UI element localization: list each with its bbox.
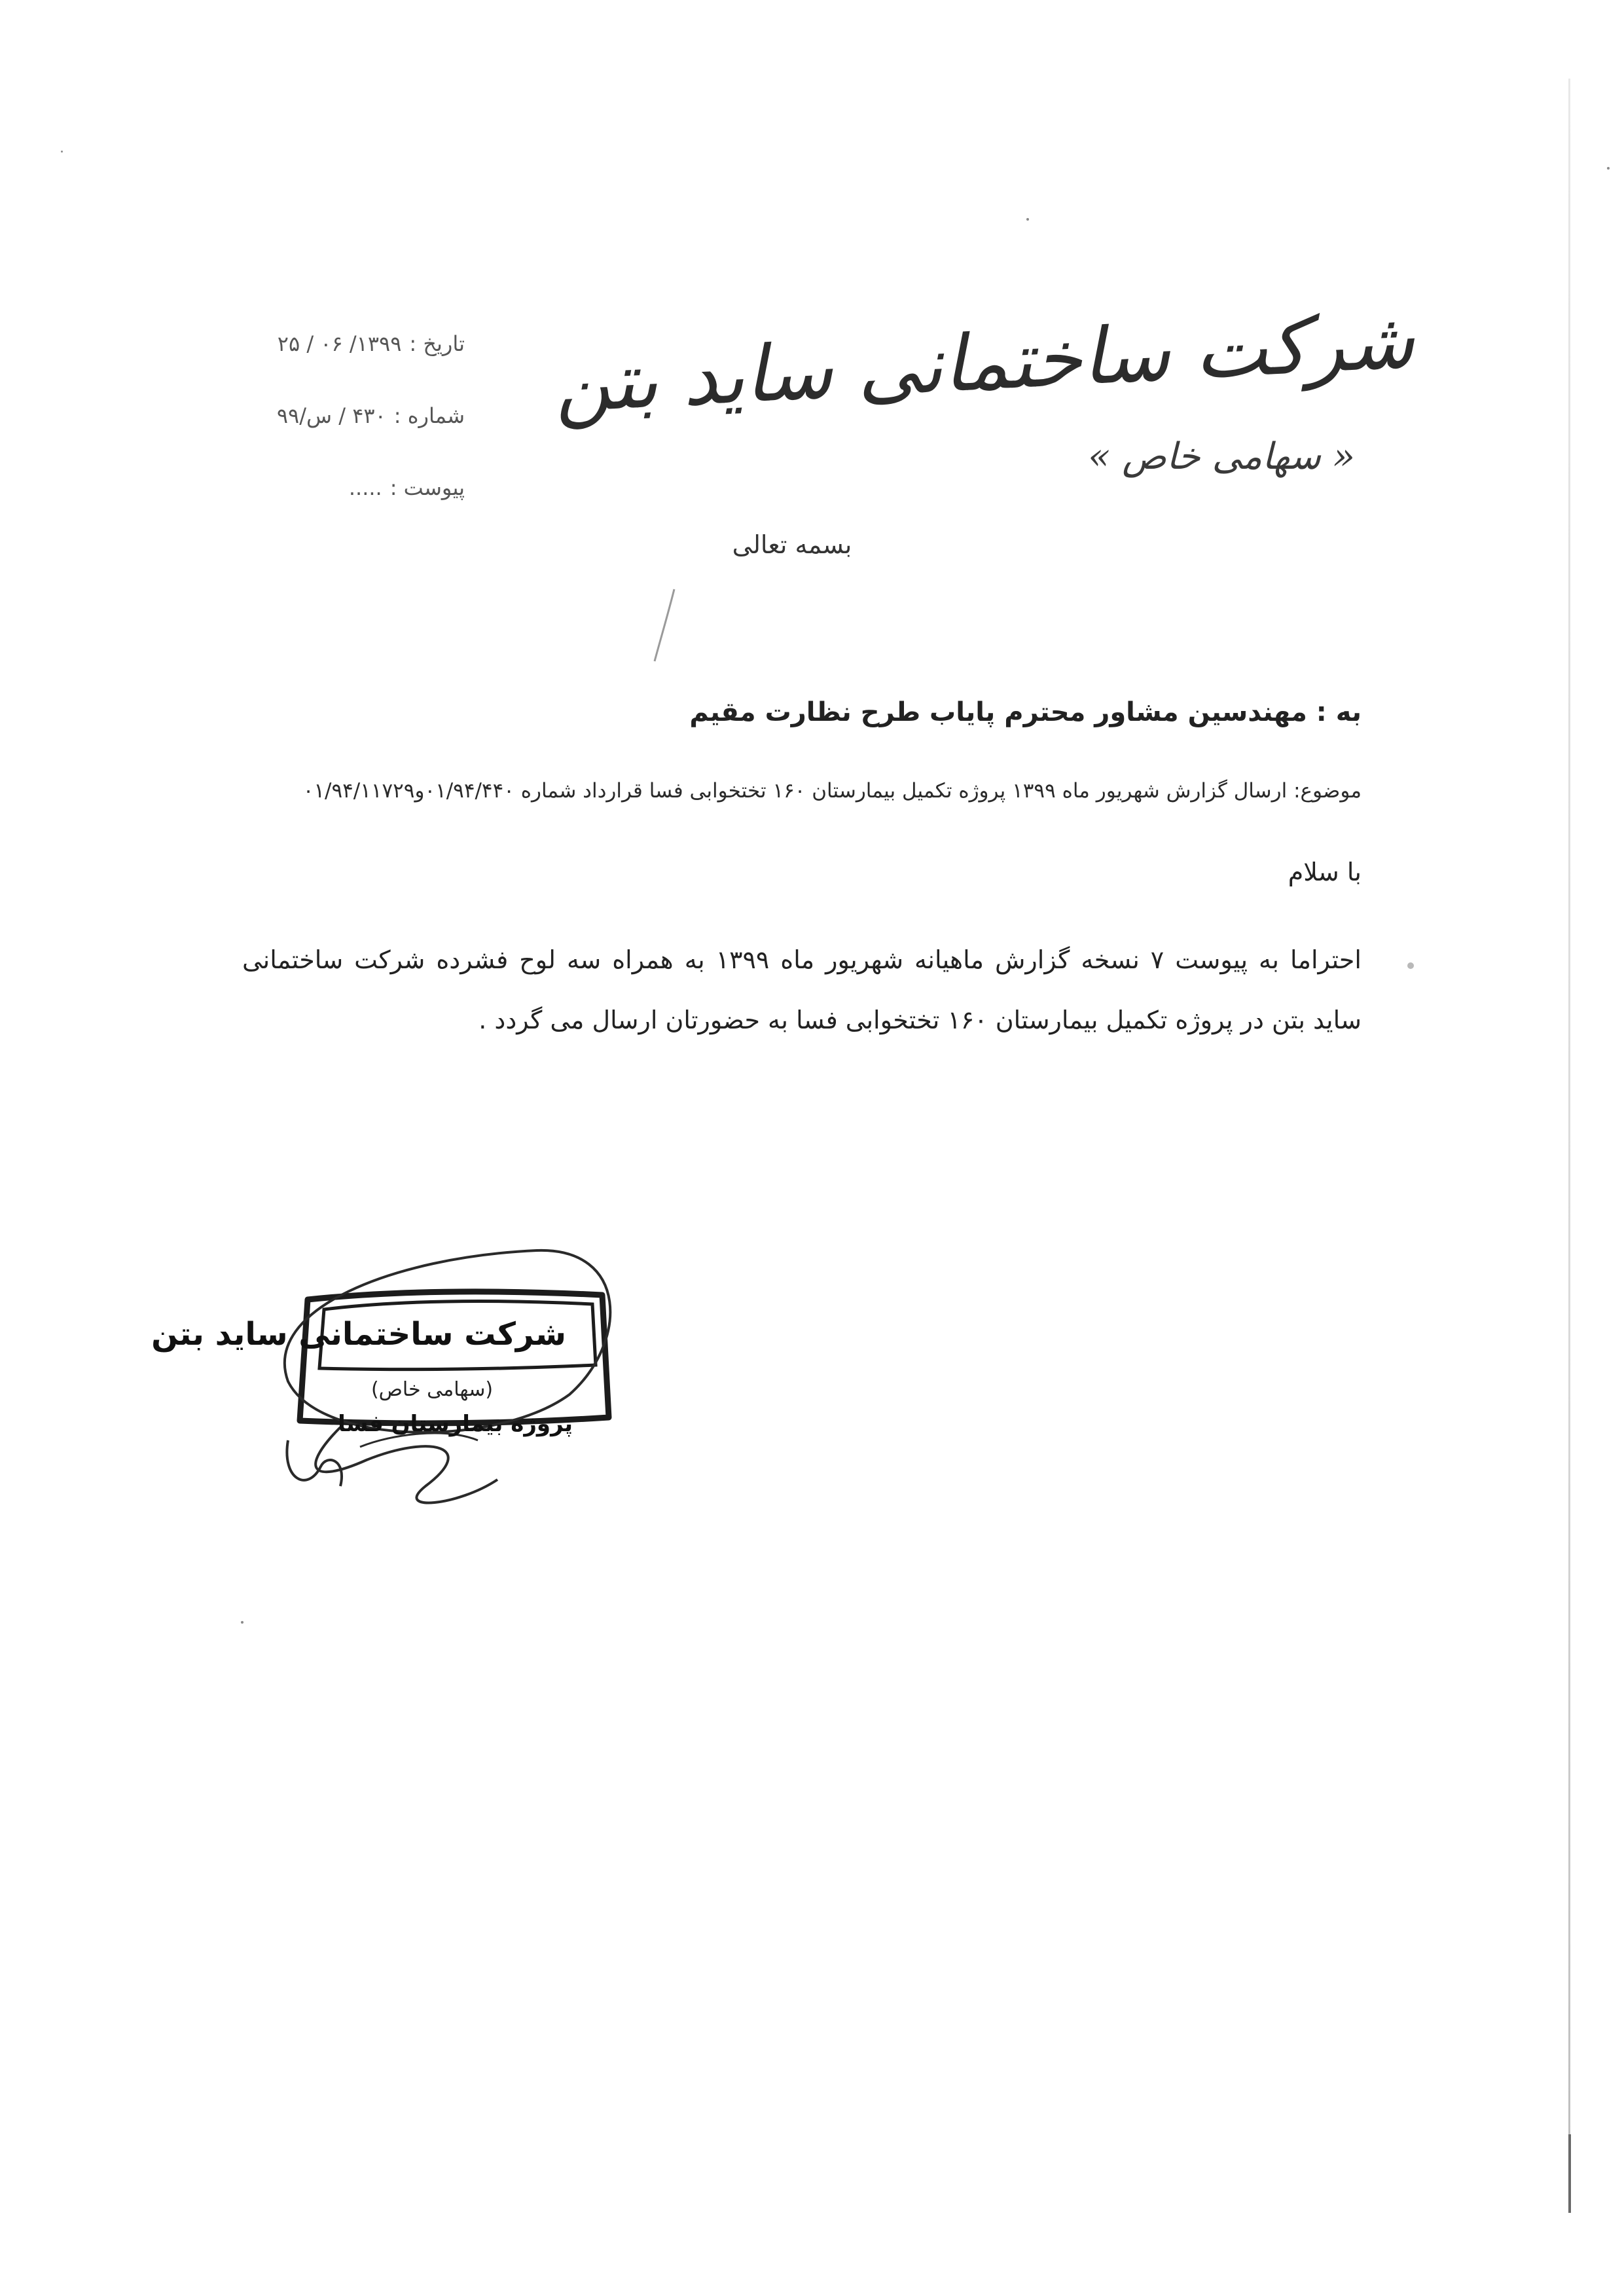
number-row [249, 380, 465, 452]
date-label: تاریخ : [409, 331, 465, 356]
stamp-project: پروژه بیمارستان فسا [338, 1411, 573, 1437]
scan-speck [241, 1621, 244, 1624]
greeting: با سلام [1288, 858, 1362, 886]
number-value: ۴۳۰ / س/۹۹ [276, 403, 386, 428]
company-name-logo: شرکت ساختمانی ساید بتن [552, 295, 1416, 430]
scan-speck [1407, 962, 1414, 969]
date-row [249, 308, 465, 380]
scan-edge-line [1568, 79, 1570, 2200]
scan-speck [1607, 167, 1610, 170]
attachment-value: ..... [348, 475, 382, 500]
attachment-label: پیوست : [389, 475, 465, 500]
scan-edge-shadow [1568, 2134, 1571, 2213]
recipient-line: به : مهندسین مشاور محترم پایاب طرح نظارت مقیم [689, 697, 1362, 727]
letter-body: احتراما به پیوست ۷ نسخه گزارش ماهیانه شهریور ماه ۱۳۹۹ به همراه سه لوح فشرده شرکت ساختمانی ساید بتن در پروژه تکمیل بیمارستان ۱۶۰ تختخوابی فسا به حضورتان ارسال می گردد . [242, 945, 1362, 1034]
subject-line: موضوع: ارسال گزارش شهریور ماه ۱۳۹۹ پروژه تکمیل بیمارستان ۱۶۰ تختخوابی فسا قرارداد شماره ۰۱/۹۴/۴۴۰و۰۱/۹۴/۱۱۷۲۹ [302, 779, 1362, 803]
stamp-company-type: (سهامی خاص) [370, 1378, 494, 1401]
letterhead [552, 255, 1416, 504]
scan-pen-mark [648, 583, 687, 668]
stamp-outline [151, 1231, 628, 1512]
company-type: « سهامی خاص » [1088, 435, 1355, 478]
scan-speck [61, 151, 63, 153]
scan-speck [1026, 218, 1029, 221]
letter-meta [249, 308, 465, 524]
attachment-row [249, 452, 465, 524]
date-value: ۱۳۹۹/ ۰۶ / ۲۵ [277, 331, 402, 356]
basmala: بسمه تعالی [732, 530, 852, 559]
company-stamp [151, 1231, 628, 1512]
stamp-title: شرکت ساختمانی ساید بتن [151, 1316, 566, 1353]
number-label: شماره : [393, 403, 465, 428]
